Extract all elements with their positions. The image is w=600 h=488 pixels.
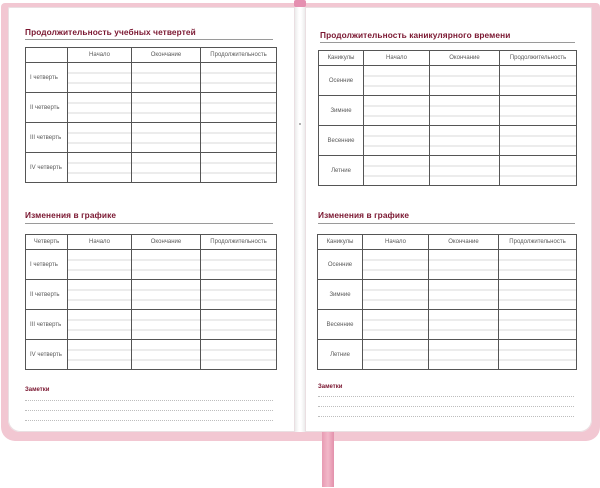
start-date-cell[interactable] <box>68 310 132 340</box>
holidays-changes-table <box>317 234 577 370</box>
table-header-cell: Каникулы <box>318 235 363 250</box>
table-header-cell <box>26 48 68 63</box>
table-row <box>318 310 577 340</box>
duration-cell[interactable] <box>201 250 277 280</box>
duration-cell[interactable] <box>201 123 277 153</box>
holidays-changes-title: Изменения в графике <box>318 210 410 220</box>
start-date-cell[interactable] <box>363 340 429 370</box>
end-date-cell[interactable] <box>132 280 201 310</box>
end-date-cell[interactable] <box>132 250 201 280</box>
row-label: Зимние <box>318 280 363 310</box>
table-header-row <box>26 235 277 250</box>
notes-line[interactable] <box>25 400 273 401</box>
notes-line[interactable] <box>25 410 273 411</box>
duration-cell[interactable] <box>499 250 577 280</box>
row-label: III четверть <box>26 123 68 153</box>
duration-cell[interactable] <box>201 310 277 340</box>
end-date-cell[interactable] <box>132 63 201 93</box>
duration-cell[interactable] <box>500 126 577 156</box>
start-date-cell[interactable] <box>68 153 132 183</box>
table-header-row <box>319 51 577 66</box>
end-date-cell[interactable] <box>429 310 499 340</box>
duration-cell[interactable] <box>499 340 577 370</box>
start-date-cell[interactable] <box>363 250 429 280</box>
start-date-cell[interactable] <box>68 250 132 280</box>
ribbon-bookmark[interactable] <box>322 432 334 487</box>
bookmark-top-edge <box>294 0 306 7</box>
end-date-cell[interactable] <box>429 340 499 370</box>
notes-line[interactable] <box>318 396 574 397</box>
table-row <box>26 310 277 340</box>
spine-mark <box>299 123 301 125</box>
row-label: Осенние <box>318 250 363 280</box>
start-date-cell[interactable] <box>364 126 430 156</box>
table-header-cell: Продолжительность <box>201 48 277 63</box>
end-date-cell[interactable] <box>132 340 201 370</box>
row-label: Летние <box>319 156 364 186</box>
table-header-cell: Начало <box>364 51 430 66</box>
notes-line[interactable] <box>25 420 273 421</box>
end-date-cell[interactable] <box>132 310 201 340</box>
table-row <box>319 156 577 186</box>
table-header-cell: Окончание <box>132 235 201 250</box>
table-row <box>318 340 577 370</box>
end-date-cell[interactable] <box>429 250 499 280</box>
duration-cell[interactable] <box>201 280 277 310</box>
table-row <box>319 66 577 96</box>
table-header-cell: Окончание <box>429 235 499 250</box>
row-label: Весенние <box>318 310 363 340</box>
start-date-cell[interactable] <box>364 96 430 126</box>
row-label: Зимние <box>319 96 364 126</box>
end-date-cell[interactable] <box>430 156 500 186</box>
row-label: II четверть <box>26 280 68 310</box>
quarters-title-rule <box>25 39 273 40</box>
start-date-cell[interactable] <box>363 280 429 310</box>
table-row <box>319 96 577 126</box>
table-row <box>319 126 577 156</box>
end-date-cell[interactable] <box>430 96 500 126</box>
table-header-cell: Окончание <box>132 48 201 63</box>
table-row <box>26 340 277 370</box>
duration-cell[interactable] <box>500 156 577 186</box>
row-label: II четверть <box>26 93 68 123</box>
quarters-table <box>25 47 277 183</box>
row-label: Осенние <box>319 66 364 96</box>
holidays-changes-rule <box>318 223 575 224</box>
row-label: III четверть <box>26 310 68 340</box>
table-row <box>318 250 577 280</box>
start-date-cell[interactable] <box>364 156 430 186</box>
end-date-cell[interactable] <box>132 123 201 153</box>
table-row <box>26 63 277 93</box>
end-date-cell[interactable] <box>430 126 500 156</box>
table-header-cell: Каникулы <box>319 51 364 66</box>
duration-cell[interactable] <box>500 66 577 96</box>
notes-line[interactable] <box>318 406 574 407</box>
table-row <box>318 280 577 310</box>
holidays-table <box>318 50 577 186</box>
table-row <box>26 93 277 123</box>
duration-cell[interactable] <box>201 153 277 183</box>
table-header-cell: Начало <box>363 235 429 250</box>
table-header-cell: Окончание <box>430 51 500 66</box>
row-label: I четверть <box>26 250 68 280</box>
table-header-row <box>26 48 277 63</box>
table-row <box>26 153 277 183</box>
table-header-cell: Начало <box>68 235 132 250</box>
end-date-cell[interactable] <box>430 66 500 96</box>
start-date-cell[interactable] <box>68 93 132 123</box>
duration-cell[interactable] <box>500 96 577 126</box>
duration-cell[interactable] <box>201 93 277 123</box>
start-date-cell[interactable] <box>68 123 132 153</box>
table-header-cell: Четверть <box>26 235 68 250</box>
table-row <box>26 123 277 153</box>
end-date-cell[interactable] <box>132 153 201 183</box>
end-date-cell[interactable] <box>132 93 201 123</box>
book-spine <box>295 7 305 432</box>
start-date-cell[interactable] <box>364 66 430 96</box>
holidays-title-rule <box>320 42 575 43</box>
notes-label: Заметки <box>318 384 343 390</box>
row-label: IV четверть <box>26 340 68 370</box>
end-date-cell[interactable] <box>429 280 499 310</box>
duration-cell[interactable] <box>201 340 277 370</box>
start-date-cell[interactable] <box>68 63 132 93</box>
quarters-changes-title: Изменения в графике <box>25 210 117 220</box>
start-date-cell[interactable] <box>68 340 132 370</box>
table-header-row <box>318 235 577 250</box>
table-header-cell: Продолжительность <box>500 51 577 66</box>
duration-cell[interactable] <box>499 310 577 340</box>
quarters-section-title: Продолжительность учебных четвертей <box>25 27 196 37</box>
holidays-section-title: Продолжительность каникулярного времени <box>320 30 511 40</box>
quarters-changes-rule <box>25 223 273 224</box>
row-label: Весенние <box>319 126 364 156</box>
row-label: I четверть <box>26 63 68 93</box>
table-header-cell: Начало <box>68 48 132 63</box>
duration-cell[interactable] <box>201 63 277 93</box>
notes-label: Заметки <box>25 387 50 393</box>
row-label: IV четверть <box>26 153 68 183</box>
start-date-cell[interactable] <box>363 310 429 340</box>
table-header-cell: Продолжительность <box>499 235 577 250</box>
row-label: Летние <box>318 340 363 370</box>
table-row <box>26 250 277 280</box>
duration-cell[interactable] <box>499 280 577 310</box>
table-header-cell: Продолжительность <box>201 235 277 250</box>
table-row <box>26 280 277 310</box>
start-date-cell[interactable] <box>68 280 132 310</box>
quarters-changes-table <box>25 234 277 370</box>
notes-line[interactable] <box>318 416 574 417</box>
